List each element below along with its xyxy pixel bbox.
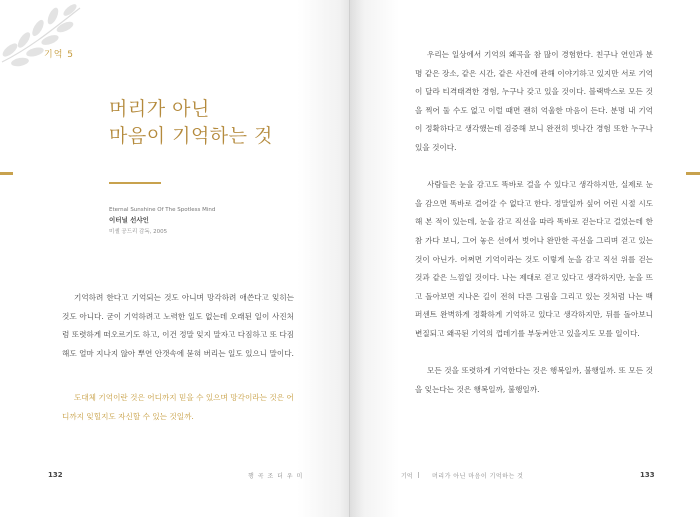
edge-marker-left xyxy=(0,172,13,175)
laurel-leaf-icon xyxy=(0,0,90,80)
right-paragraph-1: 우리는 일상에서 기억의 왜곡을 참 많이 경험한다. 친구나 연인과 분명 같은 장소, 같은 시간, 같은 사건에 관해 이야기하고 있지만 서로 기억이 달라 티격태격한 경험, 누구나 갖고 있을 것이다. 블랙박스로 모든 것을 찍어 둘 수도 없고 이럴 때면 괜히 억울한 마음이 든다. 분명 내 기억이 정확하다고 생각했는데 검증해 보니 완전히 빗나간 경험 또한 누구나 있을 것이다. xyxy=(415,50,653,152)
chapter-label: 기억 5 xyxy=(44,50,74,60)
running-head-label: 기억 xyxy=(401,473,413,480)
left-body-text xyxy=(62,289,294,363)
film-korean-title: 이터널 선샤인 xyxy=(109,216,149,224)
running-head-left: 행 곡 조 더 우 미 xyxy=(248,473,304,480)
right-paragraph-3: 모든 것을 또렷하게 기억한다는 것은 행복일까, 불행일까. 또 모든 것을 잊는다는 것은 행복일까, 불행일까. xyxy=(415,366,653,394)
left-quote xyxy=(62,389,294,426)
chapter-title-line1: 머리가 아닌 xyxy=(109,98,210,120)
page-number-right: 133 xyxy=(640,471,655,479)
page-number-left: 132 xyxy=(48,471,63,479)
film-info: 미셸 공드리 감독, 2005 xyxy=(109,229,168,235)
film-english-title: Eternal Sunshine Of The Spotless Mind xyxy=(109,207,216,213)
title-divider xyxy=(109,182,161,184)
chapter-title xyxy=(109,96,273,150)
left-body-paragraph: 기억하려 한다고 기억되는 것도 아니며 망각하려 애쓴다고 잊히는 것도 아니다. 굳이 기억하려고 노력한 일도 없는데 오래된 일이 사진처럼 또렷하게 떠오르기도 하고, 이건 정말 잊지 말자고 다짐하고 또 다짐해도 얼마 지나지 않아 뿌연 안갯속에 묻혀 버리는 일도 있으니 말이다. xyxy=(62,293,294,358)
right-body-text xyxy=(415,46,653,418)
left-quote-text: 도대체 기억이란 것은 어디까지 믿을 수 있으며 망각이라는 것은 어디까지 잊힐지도 자신할 수 있는 것일까. xyxy=(62,393,294,421)
running-head-separator xyxy=(418,472,432,478)
chapter-title-line2: 마음이 기억하는 것 xyxy=(109,125,273,147)
running-head-title: 머리가 아닌 마음이 기억하는 것 xyxy=(432,473,524,480)
edge-marker-right xyxy=(686,172,700,175)
right-paragraph-2: 사람들은 눈을 감고도 똑바로 걸을 수 있다고 생각하지만, 실제로 눈을 감으면 똑바로 걸어갈 수 없다고 한다. 정말일까 싶어 어린 시절 시도해 본 적이 있는데, 눈을 감고 직선을 따라 똑바로 걷는다고 걸었는데 한참 가다 보니, 그어 놓은 선에서 벗어나 완만한 곡선을 그리며 걷고 있는 것이 아닌가. 어쩌면 기억이라는 것도 이렇게 눈을 감고 직선 위를 걷는 것과 같은 느낌일 것이다. 나는 제대로 걷고 있다고 생각하지만, 눈을 뜨고 돌아보면 지나온 길이 전혀 다른 그림을 그리고 있는 것처럼 나는 백퍼센트 완벽하게 정확하게 기억하고 있다고 생각하지만, 뒤를 돌아보니 변질되고 왜곡된 기억의 껍데기를 부둥켜안고 있을지도 모를 일이다. xyxy=(415,180,653,338)
